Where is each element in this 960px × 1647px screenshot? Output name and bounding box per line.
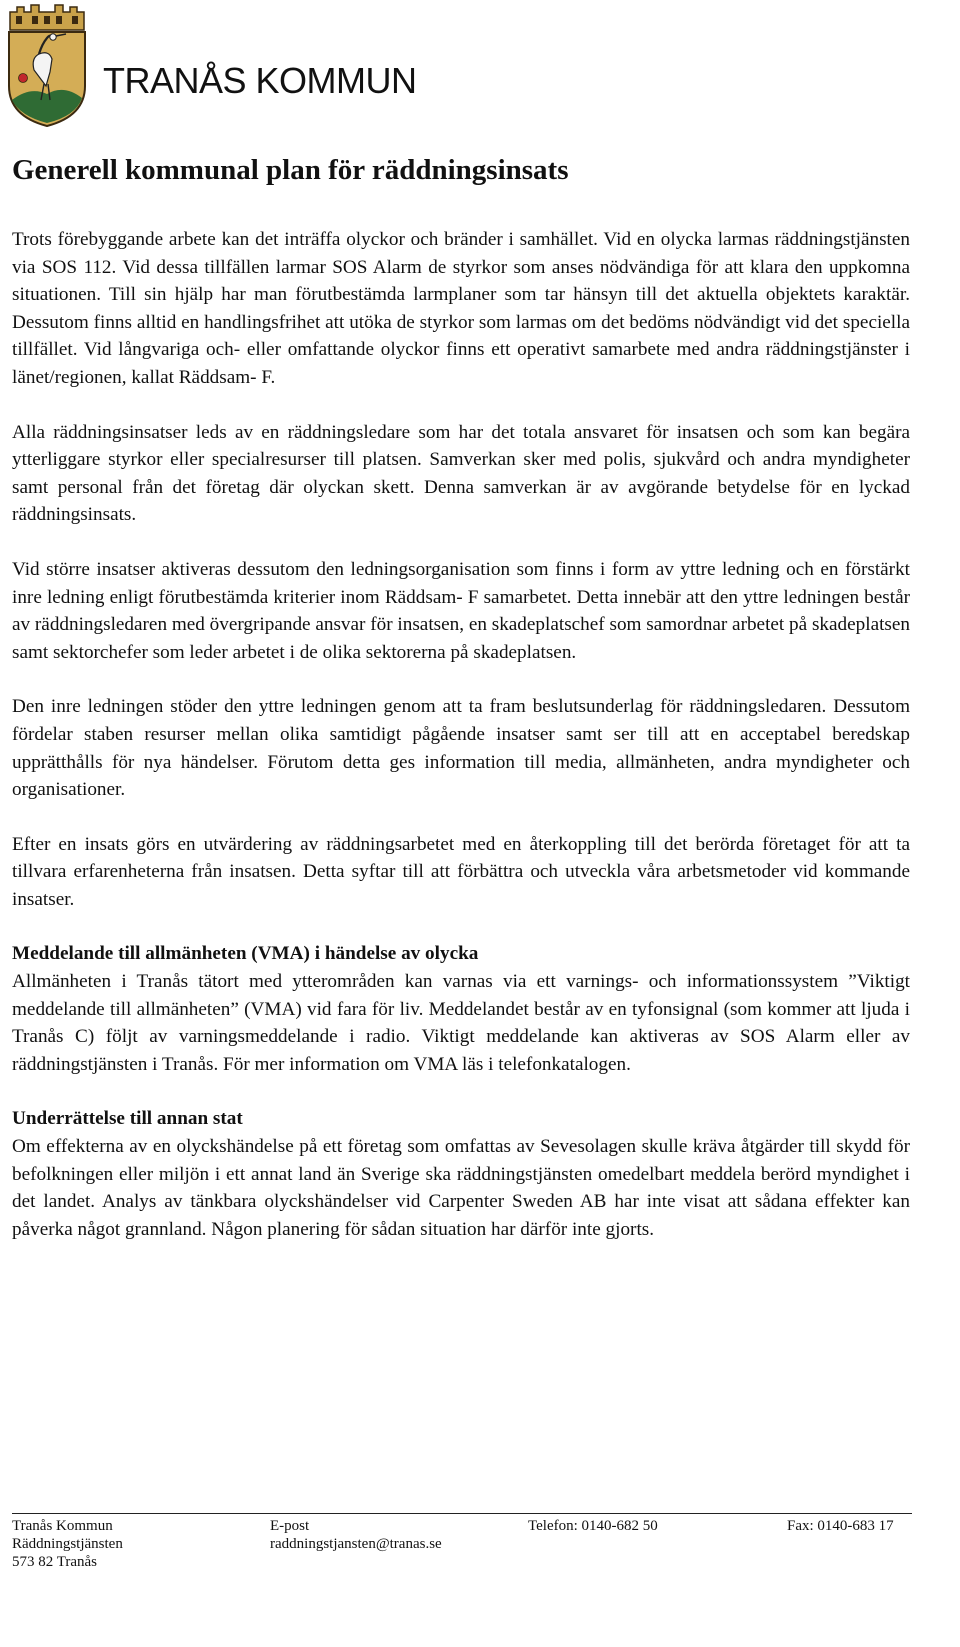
- paragraph-intro: Trots förebyggande arbete kan det inträffa olyckor och bränder i samhället. Vid en olycka larmas räddningstjänsten via SOS 112. Vid dessa tillfällen larmar SOS Alarm de styrkor som anses nödvändiga för att klara den uppkomna situationen. Till sin hjälp har man förutbestämda larmplaner som tar hänsyn till det aktuella objektets karaktär. Dessutom finns alltid en handlingsfrihet att utöka de styrkor som larmas om det bedöms nödvändigt vid det speciella tillfället. Vid långvariga och- eller omfattande olyckor finns ett operativt samarbete med andra räddningstjänster i länet/regionen, kallat Räddsam- F.: [12, 229, 910, 388]
- tranas-crest-icon: [6, 4, 88, 128]
- section-body-other-state: Om effekterna av en olyckshändelse på ett företag som omfattas av Sevesolagen skulle kräva åtgärder till skydd för befolkningen eller miljön i ett annat land än Sverige ska räddningstjänsten omedelbart meddela berörd myndighet i det landet. Analys av tänkbara olyckshändelser vid Carpenter Sweden AB har inte visat att sådana effekter kan påverka något grannland. Någon planering för sådan situation har därför inte gjorts.: [12, 1136, 910, 1240]
- org-name: TRANÅS KOMMUN: [103, 60, 417, 101]
- section-body-vma: Allmänheten i Tranås tätort med ytterområden kan varnas via ett varnings- och informationssystem ”Viktigt meddelande till allmänheten” (VMA) vid fara för liv. Meddelandet består av en tyfonsignal (som kommer att ljuda i Tranås C) följt av varningsmeddelande i radio. Viktigt meddelande kan aktiveras av SOS Alarm eller av räddningstjänsten i Tranås. För mer information om VMA läs i telefonkatalogen.: [12, 971, 910, 1075]
- document-title: Generell kommunal plan för räddningsinsats: [12, 154, 569, 186]
- paragraph-evaluation: Efter en insats görs en utvärdering av räddningsarbetet med en återkoppling till det berörda företaget för att ta tillvara erfarenheterna från insatsen. Detta syftar till att förbättra och utveckla våra arbetsmetoder vid kommande insatser.: [12, 833, 910, 910]
- footer-postal-address: 573 82 Tranås: [12, 1554, 98, 1570]
- footer-fax: [787, 1517, 894, 1535]
- paragraph-command: Alla räddningsinsatser leds av en räddningsledare som har det totala ansvaret för insatsen och som kan begära ytterliggare styrkor eller specialresurser till platsen. Samverkan sker med polis, sjukvård och andra myndigheter samt personal från det företag där olyckan skett. Denna samverkan är av avgörande betydelse för en lyckad räddningsinsats.: [12, 421, 910, 526]
- footer-email-label: E-post: [270, 1518, 310, 1534]
- paragraph-organisation: Vid större insatser aktiveras dessutom den ledningsorganisation som finns i form av yttre ledning och en förstärkt inre ledning enligt förutbestämda kriterier inom Räddsam- F samarbetet. Detta innebär att den yttre ledningen består av räddningsledaren med övergripande ansvar för insatsen, en skadeplatschef som samordnar arbetet på skadeplatsen samt sektorchefer som leder arbetet i de olika sektorerna på skadeplatsen.: [12, 558, 910, 663]
- footer-phone: [528, 1517, 658, 1535]
- tranas-kommun-logo: [6, 4, 426, 128]
- footer-department: Räddningstjänsten: [12, 1536, 123, 1552]
- footer-phone-text: Telefon: 0140-682 50: [528, 1518, 658, 1534]
- section-heading-other-state: Underrättelse till annan stat: [12, 1108, 243, 1130]
- footer-email-address[interactable]: raddningstjansten@tranas.se: [270, 1536, 442, 1552]
- footer-org: Tranås Kommun: [12, 1518, 113, 1534]
- footer-divider: [12, 1513, 912, 1514]
- document-body: [12, 226, 910, 1243]
- footer-fax-text: Fax: 0140-683 17: [787, 1518, 894, 1534]
- footer-email: [270, 1517, 442, 1553]
- section-heading-vma: Meddelande till allmänheten (VMA) i händelse av olycka: [12, 943, 479, 965]
- footer-address: [12, 1517, 123, 1571]
- paragraph-inner-command: Den inre ledningen stöder den yttre ledningen genom att ta fram beslutsunderlag för räddningsledaren. Dessutom fördelar staben resurser mellan olika samtidigt pågående insatser samt ser till att en acceptabel beredskap upprätthålls för nya händelser. Förutom detta ges information till media, allmänheten, andra myndigheter och organisationer.: [12, 696, 910, 801]
